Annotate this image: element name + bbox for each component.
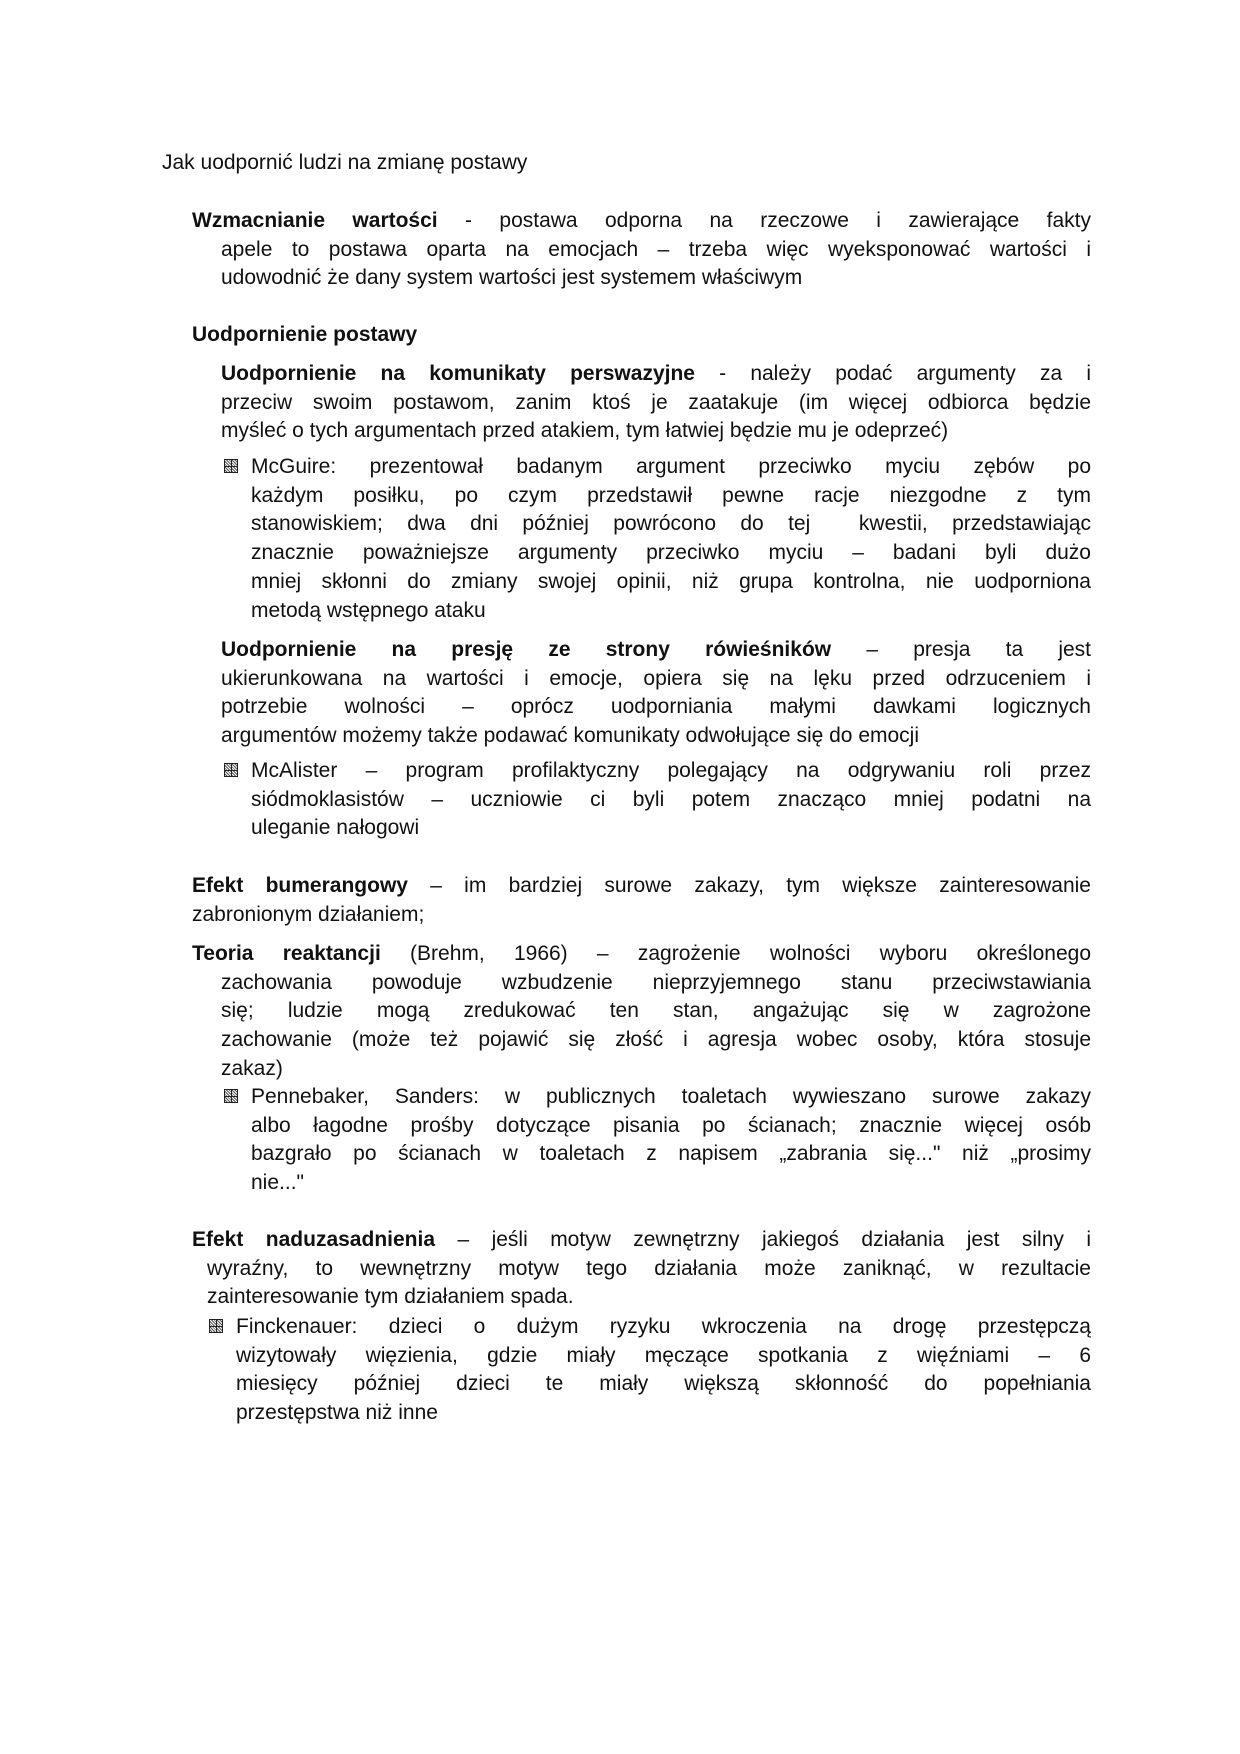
term-heading: Efekt bumerangowy xyxy=(192,874,408,897)
paragraph-line xyxy=(221,968,1091,997)
line-text: McGuire: prezentował badanym argument przeciwko myciu zębów po xyxy=(251,455,1091,478)
line-text: przeciw swoim postawom, zanim ktoś je zaatakuje (im więcej odbiorca będzie xyxy=(221,390,1091,414)
paragraph-line xyxy=(251,538,1091,567)
term-heading: Uodpornienie na presję ze strony rówieśników xyxy=(221,638,832,661)
line-text: zachowanie (może też pojawić się złość i agresja wobec osoby, która stosuje xyxy=(221,1028,1091,1052)
line-text: zachowania powoduje wzbudzenie nieprzyjemnego stanu przeciwstawiania xyxy=(221,970,1091,994)
paragraph-line xyxy=(251,756,1091,785)
line-text: myśleć o tych argumentach przed atakiem, tym łatwiej będzie mu je odeprzeć) xyxy=(221,419,949,443)
paragraph-line xyxy=(192,320,417,349)
bullet-icon xyxy=(224,459,238,473)
bullet-icon xyxy=(224,763,238,777)
paragraph-line xyxy=(207,1254,1091,1283)
paragraph-line xyxy=(251,481,1091,510)
paragraph-line xyxy=(192,206,1091,235)
paragraph-line xyxy=(236,1312,1091,1341)
line-text: zakaz) xyxy=(221,1056,283,1080)
paragraph-line xyxy=(221,416,948,445)
paragraph-line xyxy=(251,1168,304,1197)
line-text: wyraźny, to wewnętrzny motyw tego działania może zaniknąć, w rezultacie xyxy=(207,1256,1091,1280)
term-heading: Efekt naduzasadnienia xyxy=(192,1228,436,1251)
paragraph-line xyxy=(236,1341,1091,1370)
paragraph-line xyxy=(221,664,1091,693)
paragraph-line xyxy=(236,1369,1091,1398)
term-heading: Uodpornienie postawy xyxy=(192,323,418,346)
paragraph-line xyxy=(192,939,1091,968)
paragraph-line xyxy=(251,509,1091,538)
paragraph-line xyxy=(251,567,1091,596)
line-text: - postawa odporna na rzeczowe i zawierające fakty xyxy=(437,209,1091,232)
line-text: metodą wstępnego ataku xyxy=(251,598,486,622)
document-title: Jak uodpornić ludzi na zmianę postawy xyxy=(162,151,528,174)
paragraph-line xyxy=(192,1225,1091,1254)
paragraph-line xyxy=(251,452,1091,481)
line-text: przestępstwa niż inne xyxy=(236,1401,438,1425)
paragraph-line xyxy=(221,1054,283,1083)
line-text: ukierunkowana na wartości i emocje, opiera się na lęku przed odrzuceniem i xyxy=(221,666,1091,690)
line-text: siódmoklasistów – uczniowie ci byli potem znacząco mniej podatni na xyxy=(251,787,1091,811)
line-text: – im bardziej surowe zakazy, tym większe zainteresowanie xyxy=(407,874,1091,897)
line-text: Finckenauer: dzieci o dużym ryzyku wkroczenia na drogę przestępczą xyxy=(236,1315,1091,1338)
line-text: zainteresowanie tym działaniem spada. xyxy=(207,1285,574,1309)
line-text: znacznie poważniejsze argumenty przeciwko myciu – badani byli dużo xyxy=(251,541,1091,565)
term-heading: Wzmacnianie wartości xyxy=(192,209,438,232)
paragraph-line xyxy=(207,1282,574,1311)
line-text: (Brehm, 1966) – zagrożenie wolności wyboru określonego xyxy=(380,942,1091,965)
line-text: apele to postawa oparta na emocjach – trzeba więc wyeksponować wartości i xyxy=(221,237,1091,261)
paragraph-line xyxy=(251,1082,1091,1111)
line-text: argumentów możemy także podawać komunikaty odwołujące się do emocji xyxy=(221,724,920,748)
paragraph-line xyxy=(192,900,424,929)
term-heading: Uodpornienie na komunikaty perswazyjne xyxy=(221,362,695,385)
line-text: stanowiskiem; dwa dni później powrócono do tej kwestii, przedstawiając xyxy=(251,512,1091,536)
paragraph-line xyxy=(221,996,1091,1025)
paragraph-line xyxy=(251,1139,1091,1168)
bullet-icon xyxy=(209,1319,223,1333)
line-text: wizytowały więzienia, gdzie miały męczące spotkania z więźniami – 6 xyxy=(236,1343,1091,1367)
paragraph-line xyxy=(221,1025,1091,1054)
line-text: – jeśli motyw zewnętrzny jakiegoś działania jest silny i xyxy=(435,1228,1091,1251)
paragraph-line xyxy=(221,721,919,750)
paragraph-line xyxy=(192,871,1091,900)
paragraph-line xyxy=(221,359,1091,388)
line-text: Pennebaker, Sanders: w publicznych toaletach wywieszano surowe zakazy xyxy=(251,1085,1091,1108)
paragraph-line xyxy=(251,596,486,625)
bullet-icon xyxy=(224,1089,238,1103)
term-heading: Teoria reaktancji xyxy=(192,942,381,965)
line-text: albo łagodne prośby dotyczące pisania po ścianach; znacznie więcej osób xyxy=(251,1113,1091,1137)
paragraph-line xyxy=(221,263,802,292)
paragraph-line xyxy=(251,813,419,842)
line-text: - należy podać argumenty za i xyxy=(694,362,1091,385)
paragraph-line xyxy=(251,785,1091,814)
line-text: miesięcy później dzieci te miały większą skłonność do popełniania xyxy=(236,1372,1091,1396)
line-text: uleganie nałogowi xyxy=(251,816,420,840)
line-text: bazgrało po ścianach w toaletach z napisem „zabrania się..." niż „prosimy xyxy=(251,1142,1091,1166)
paragraph-line xyxy=(251,1111,1091,1140)
paragraph-line xyxy=(221,692,1091,721)
line-text: udowodnić że dany system wartości jest systemem właściwym xyxy=(221,266,803,290)
line-text: McAlister – program profilaktyczny polegający na odgrywaniu roli przez xyxy=(251,759,1091,782)
line-text: potrzebie wolności – oprócz uodporniania małymi dawkami logicznych xyxy=(221,695,1091,719)
line-text: – presja ta jest xyxy=(831,638,1091,661)
line-text: każdym posiłku, po czym przedstawił pewne racje niezgodne z tym xyxy=(251,483,1091,507)
paragraph-line xyxy=(236,1398,438,1427)
line-text: się; ludzie mogą zredukować ten stan, angażując się w zagrożone xyxy=(221,999,1091,1023)
paragraph-line xyxy=(221,635,1091,664)
paragraph-line xyxy=(221,388,1091,417)
line-text: nie..." xyxy=(251,1171,304,1195)
line-text: mniej skłonni do zmiany swojej opinii, niż grupa kontrolna, nie uodporniona xyxy=(251,569,1091,593)
paragraph-line xyxy=(221,235,1091,264)
line-text: zabronionym działaniem; xyxy=(192,902,425,926)
